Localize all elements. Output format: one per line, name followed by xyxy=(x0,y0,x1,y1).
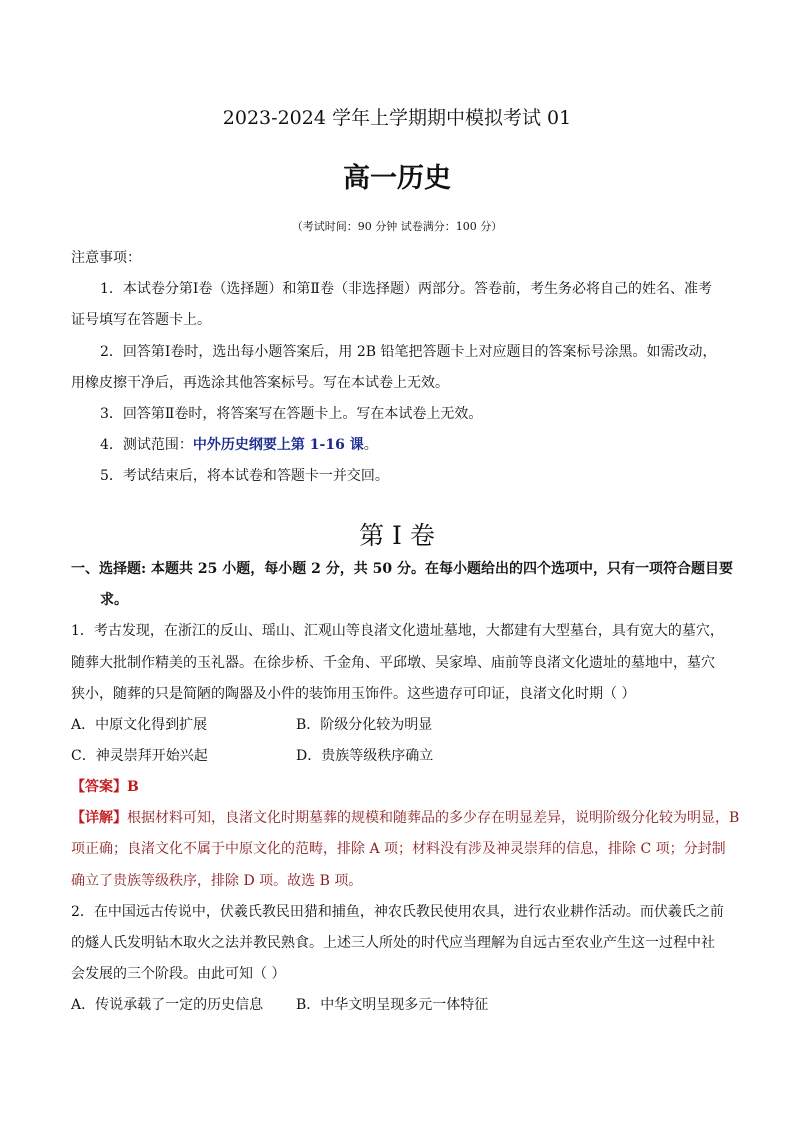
q1-detail-line-1 xyxy=(71,809,739,827)
subject-title: 高一历史 xyxy=(343,163,451,194)
q2-stem-line-1: 2．在中国远古传说中，伏羲氏教民田猎和捕鱼，神农氏教民使用农具，进行农业耕作活动。而伏羲氏之前 xyxy=(71,904,724,920)
note-5: 5．考试结束后，将本试卷和答题卡一并交回。 xyxy=(100,468,389,484)
answer-value: B xyxy=(127,779,139,795)
q1-option-c: C．神灵崇拜开始兴起 xyxy=(71,748,208,764)
note-4-prefix: 4．测试范围： xyxy=(100,437,193,453)
notes-heading: 注意事项： xyxy=(71,250,141,266)
section-title: 第 I 卷 xyxy=(359,521,435,550)
note-4 xyxy=(100,436,378,454)
exam-info: （考试时间：90 分钟 试卷满分：100 分） xyxy=(291,220,503,233)
q2-option-b: B．中华文明呈现多元一体特征 xyxy=(296,997,489,1013)
q1-detail-line-3: 确立了贵族等级秩序，排除 D 项。故选 B 项。 xyxy=(71,873,363,889)
answer-label: 【答案】 xyxy=(71,779,127,795)
q1-option-b: B．阶级分化较为明显 xyxy=(296,717,433,733)
section-instructions-line-2: 求。 xyxy=(100,592,128,608)
section-instructions-line-1: 一、选择题: 本题共 25 小题，每小题 2 分，共 50 分。在每小题给出的四个选项中，只有一项符合题目要 xyxy=(71,561,733,577)
q1-option-a: A．中原文化得到扩展 xyxy=(71,717,208,733)
q1-detail-line-2: 项正确；良渚文化不属于中原文化的范畴，排除 A 项；材料没有涉及神灵崇拜的信息，排除 C 项；分封制 xyxy=(71,841,726,857)
note-1-line-1: 1．本试卷分第Ⅰ卷（选择题）和第Ⅱ卷（非选择题）两部分。答卷前，考生务必将自己的姓名、准考 xyxy=(100,281,712,297)
q1-option-d: D．贵族等级秩序确立 xyxy=(296,748,434,764)
detail-text-1: 根据材料可知，良渚文化时期墓葬的规模和随葬品的多少存在明显差异，说明阶级分化较为明显，B xyxy=(127,810,740,826)
note-2-line-2: 用橡皮擦干净后，再选涂其他答案标号。写在本试卷上无效。 xyxy=(71,375,449,391)
q2-stem-line-3: 会发展的三个阶段。由此可知（ ） xyxy=(71,966,286,982)
q1-stem-line-1: 1．考古发现，在浙江的反山、瑶山、汇观山等良渚文化遗址墓地，大都建有大型墓台，具有宽大的墓穴， xyxy=(71,623,724,639)
note-4-suffix: 。 xyxy=(363,437,378,453)
note-2-line-1: 2．回答第Ⅰ卷时，选出每小题答案后，用 2B 铅笔把答题卡上对应题目的答案标号涂黑。如需改动， xyxy=(100,344,717,360)
q2-option-a: A．传说承载了一定的历史信息 xyxy=(71,997,264,1013)
q1-answer xyxy=(71,778,139,796)
detail-label: 【详解】 xyxy=(71,810,127,826)
test-scope: 中外历史纲要上第 1-16 课 xyxy=(192,437,364,453)
note-1-line-2: 证号填写在答题卡上。 xyxy=(71,312,211,328)
q2-stem-line-2: 的燧人氏发明钻木取火之法并教民熟食。上述三人所处的时代应当理解为自远古至农业产生这一过程中社 xyxy=(71,935,715,951)
q1-stem-line-2: 随葬大批制作精美的玉礼器。在徐步桥、千金角、平邱墩、吴家埠、庙前等良渚文化遗址的墓地中，墓穴 xyxy=(71,655,715,671)
note-3: 3．回答第Ⅱ卷时，将答案写在答题卡上。写在本试卷上无效。 xyxy=(100,406,483,422)
exam-title: 2023-2024 学年上学期期中模拟考试 01 xyxy=(222,107,572,129)
q1-stem-line-3: 狭小，随葬的只是简陋的陶器及小件的装饰用玉饰件。这些遗存可印证，良渚文化时期（ ） xyxy=(71,686,636,702)
